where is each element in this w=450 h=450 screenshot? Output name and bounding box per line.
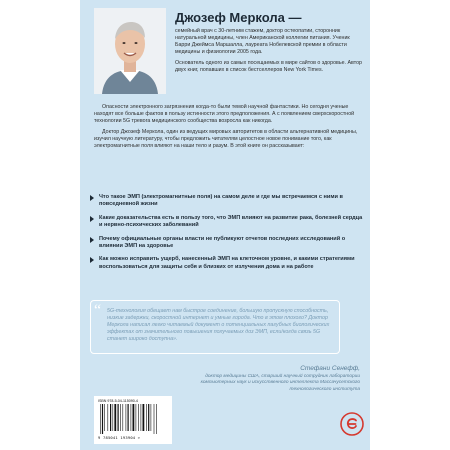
barcode-bar: [120, 404, 121, 431]
quote-box: [90, 300, 340, 354]
quote-author: Стефани Сенефф,: [300, 365, 360, 372]
barcode-bar: [148, 404, 149, 431]
barcode-bar: [102, 404, 103, 434]
barcode-bar: [126, 404, 127, 431]
barcode-icon: [98, 404, 168, 434]
author-bio: [175, 28, 363, 78]
topics-list: [90, 194, 364, 277]
triangle-bullet-icon: [90, 237, 94, 243]
intro-text: [94, 104, 358, 154]
list-item-text: Какие доказательства есть в пользу того, что ЭМП влияют на развитие рака, болезней сердца и нервно-психических заболеваний: [99, 214, 363, 229]
publisher-logo-icon: [340, 412, 364, 436]
quote-author-description: доктор медицины США, старший научный сотрудник лаборатории компьютерных наук и искусственного интеллекта Массачусетского технологического института: [200, 374, 360, 392]
author-portrait-illustration: [94, 8, 166, 94]
quote-text: 5G-технология обещает нам быстрое соединение, большую пропускную способность, низкие задержки, скоростной интернет и умные города. Что в этом плохого? Доктор Меркола написал легко читаемый документ о потенциальных пагубных биологических эффектах от значительного повышения получаемых доз ЭМП, если/когда связь 5G станет широко доступна».: [107, 308, 330, 342]
book-back-cover: [80, 0, 370, 450]
barcode-bar: [146, 404, 147, 431]
barcode-bar: [136, 404, 137, 431]
barcode-bar: [113, 404, 114, 431]
barcode-bar: [100, 404, 101, 434]
author-name: Джозеф Меркола —: [175, 10, 302, 25]
barcode-bar: [118, 404, 119, 431]
list-item-text: Как можно исправить ущерб, нанесенный ЭМП на клеточном уровне, и какими стратегиями воспользоваться для защиты себя и близких от излучения дома и на работе: [99, 256, 355, 270]
list-item-text: Что такое ЭМП (электромагнитные поля) на самом деле и где мы встречаемся с ними в повседневной жизни: [99, 194, 343, 208]
isbn: ISBN 978-5-04-115090-4: [98, 399, 138, 403]
quote-mark-icon: “: [94, 302, 102, 319]
list-item: [90, 256, 364, 271]
intro-paragraph: Доктор Джозеф Меркола, один из ведущих мировых авторитетов в области альтернативной медицины, изучил научную литературу, чтобы предложить читателям целостное новое понимание того, как электромагнитные поля влияют на наши тело и разум. В этой книге он рассказывает:: [94, 129, 358, 149]
barcode-bar: [138, 404, 139, 431]
list-item-text: Почему официальные органы власти не публикуют отчетов последних исследований о влиянии ЭМП на здоровье: [99, 235, 346, 250]
barcode-bar: [143, 404, 145, 431]
barcode-bar: [104, 404, 105, 431]
barcode-bar: [108, 404, 109, 431]
author-bio-paragraph: Основатель одного из самых посещаемых в мире сайтов о здоровье. Автор двух книг, попавших в список бестселлеров New York Times.: [175, 60, 362, 73]
barcode-block: [94, 396, 172, 444]
barcode-bar: [151, 404, 152, 431]
barcode-bar: [114, 404, 116, 431]
list-item: [90, 194, 364, 209]
barcode-bar: [156, 404, 157, 434]
intro-paragraph: Опасности электронного загрязнения когда-то были темой научной фантастики. Но сегодня ученые находят все больше фактов в пользу истинности этого предположения. А с появлением сверхскоростной технологии 5G тревога медицинского сообщества возросла как никогда.: [94, 104, 355, 124]
list-item: [90, 236, 364, 251]
barcode-bar: [123, 404, 124, 431]
barcode-bar: [133, 404, 135, 431]
triangle-bullet-icon: [90, 195, 94, 201]
barcode-bar: [128, 404, 129, 431]
author-bio-paragraph: семейный врач с 30-летним стажем, доктор остеопатии, сторонник натуральной медицины, член Американской коллегии питания. Ученик Барри Джеймса Маршалла, лауреата Нобелевской премии в области медицины и физиологии 2005 года.: [175, 28, 350, 55]
barcode-bar: [141, 404, 142, 431]
barcode-bar: [131, 404, 132, 431]
triangle-bullet-icon: [90, 216, 94, 222]
barcode-bar: [154, 404, 155, 434]
barcode-digits: 9 785041 193904 >: [98, 435, 141, 440]
barcode-bar: [110, 404, 111, 431]
author-photo: [94, 8, 166, 94]
triangle-bullet-icon: [90, 257, 94, 263]
list-item: [90, 215, 364, 230]
